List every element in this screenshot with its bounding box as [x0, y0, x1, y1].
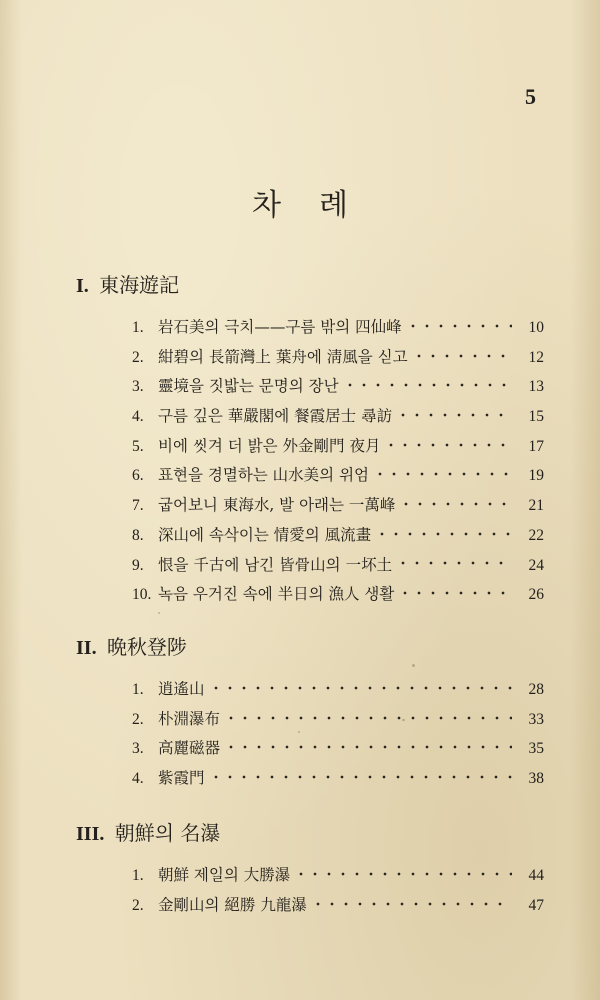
dot-leader [209, 679, 512, 695]
entry-number: 7. [132, 497, 144, 515]
dot-leader [396, 406, 512, 422]
entry-page-number: 10 [528, 319, 544, 336]
entry-page-number: 28 [528, 681, 544, 698]
entry-title: 逍遙山 [158, 680, 205, 698]
toc-entry-list [132, 861, 544, 920]
toc-entry[interactable] [132, 734, 544, 764]
entry-title: 표현을 경멸하는 山水美의 위엄 [158, 466, 370, 485]
toc-entry-list [132, 675, 544, 794]
entry-title: 岩石美의 극치——구름 밖의 四仙峰 [158, 318, 402, 336]
dot-leader [396, 554, 512, 570]
entry-number: 3. [132, 378, 144, 396]
entry-number: 5. [132, 437, 144, 455]
entry-number: 9. [132, 556, 144, 574]
entry-number: 2. [132, 896, 144, 914]
dot-leader [384, 435, 512, 451]
toc-entry[interactable] [132, 891, 544, 921]
dot-leader [375, 524, 512, 540]
entry-number: 6. [132, 467, 144, 485]
section-title: 晩秋登陟 [106, 635, 187, 659]
entry-page-number: 21 [528, 497, 544, 515]
entry-page-number: 33 [528, 710, 544, 728]
entry-number: 8. [132, 526, 144, 544]
entry-title: 朴淵瀑布 [158, 709, 221, 728]
entry-page-number: 19 [528, 467, 544, 485]
section-title: 東海遊記 [99, 273, 180, 297]
entry-page-number: 38 [528, 770, 544, 788]
entry-title: 紫霞門 [158, 769, 205, 788]
dot-leader [294, 865, 512, 881]
paper-speck [158, 612, 160, 614]
dot-leader [224, 738, 512, 754]
entry-number: 2. [132, 348, 144, 366]
entry-number: 2. [132, 710, 144, 728]
entry-title: 高麗磁器 [158, 739, 221, 758]
entry-page-number: 44 [528, 867, 544, 884]
section-numeral: II. [76, 637, 97, 659]
entry-title: 구름 깊은 華嚴閣에 餐霞居士 尋訪 [158, 407, 393, 426]
toc-entry[interactable] [132, 491, 544, 521]
toc-entry[interactable] [132, 343, 544, 373]
dot-leader [406, 317, 512, 333]
entry-title: 朝鮮 제일의 大勝瀑 [158, 866, 291, 884]
toc-entry[interactable] [132, 551, 544, 581]
entry-title: 비에 씻겨 더 밝은 外金剛門 夜月 [158, 436, 381, 455]
entry-page-number: 15 [528, 408, 544, 426]
dot-leader [399, 495, 512, 511]
toc-entry[interactable] [132, 580, 544, 610]
toc-entry[interactable] [132, 861, 544, 891]
entry-number: 1. [132, 319, 144, 336]
entry-number: 1. [132, 867, 144, 884]
toc-entry[interactable] [132, 521, 544, 551]
dot-leader [343, 376, 512, 392]
section-title: 朝鮮의 名瀑 [114, 821, 221, 845]
page-title: 차례 [252, 188, 386, 223]
entry-number: 10. [132, 586, 152, 604]
toc-section-2 [76, 630, 544, 794]
toc-entry-list [132, 313, 544, 610]
entry-page-number: 47 [528, 896, 544, 914]
entry-title: 深山에 속삭이는 情愛의 風流畫 [158, 525, 372, 544]
dot-leader [412, 346, 512, 362]
toc-entry[interactable] [132, 402, 544, 432]
dot-leader [398, 584, 512, 600]
section-heading [76, 816, 544, 850]
toc-entry[interactable] [132, 432, 544, 462]
toc-entry[interactable] [132, 675, 544, 705]
entry-title: 녹음 우거진 속에 半日의 漁人 생활 [158, 585, 395, 604]
entry-title: 恨을 千古에 남긴 皆骨山의 一坏土 [158, 555, 393, 574]
section-numeral: III. [76, 823, 105, 845]
dot-leader [224, 708, 512, 724]
entry-title: 靈境을 짓밟는 문명의 장난 [158, 377, 339, 396]
entry-title: 金剛山의 絕勝 九龍瀑 [158, 895, 307, 914]
entry-page-number: 17 [528, 437, 544, 455]
toc-section-1 [76, 268, 544, 610]
entry-page-number: 13 [528, 378, 544, 396]
entry-page-number: 12 [528, 348, 544, 366]
entry-page-number: 35 [528, 740, 544, 758]
toc-entry[interactable] [132, 461, 544, 491]
page-number: 5 [525, 84, 536, 109]
toc-entry[interactable] [132, 313, 544, 343]
section-heading [76, 630, 544, 664]
section-numeral: I. [76, 275, 89, 297]
toc-entry[interactable] [132, 705, 544, 735]
dot-leader [311, 894, 512, 910]
dot-leader [373, 465, 512, 481]
entry-page-number: 24 [528, 556, 544, 574]
toc-section-3 [76, 816, 544, 920]
toc-entry[interactable] [132, 372, 544, 402]
entry-page-number: 22 [528, 526, 544, 544]
entry-number: 4. [132, 408, 144, 426]
toc-entry[interactable] [132, 764, 544, 794]
section-heading [76, 268, 544, 302]
entry-number: 4. [132, 770, 144, 788]
entry-page-number: 26 [528, 586, 544, 604]
entry-title: 굽어보니 東海水, 발 아래는 一萬峰 [158, 496, 396, 515]
entry-number: 3. [132, 740, 144, 758]
entry-number: 1. [132, 681, 144, 698]
entry-title: 紺碧의 長箭灣上 葉舟에 淸風을 싣고 [158, 347, 408, 366]
dot-leader [209, 768, 512, 784]
